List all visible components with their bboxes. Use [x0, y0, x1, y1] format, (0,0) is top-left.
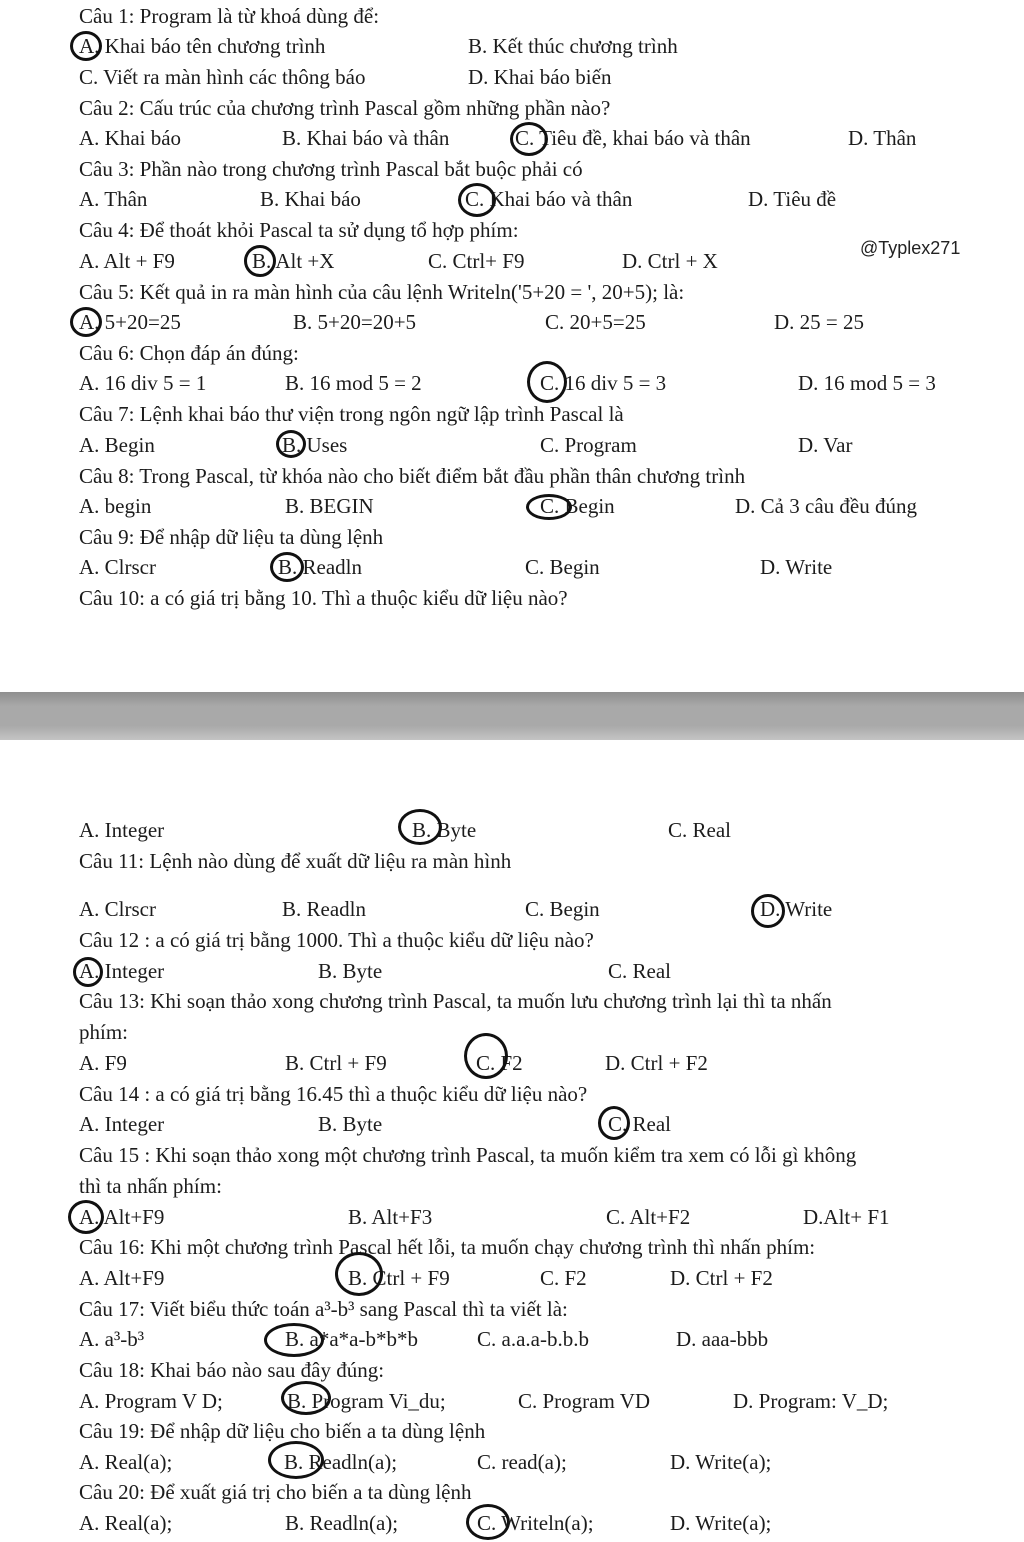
- q2-option-b: B. Khai báo và thân: [282, 126, 450, 150]
- question-19: Câu 19: Để nhập dữ liệu cho biến a ta dùng lệnh: [79, 1419, 486, 1443]
- q14-option-a: A. Integer: [79, 1112, 165, 1136]
- q13-option-a: A. F9: [79, 1051, 127, 1075]
- q12-option-b: B. Byte: [318, 959, 383, 983]
- question-14: Câu 14 : a có giá trị bằng 16.45 thì a thuộc kiểu dữ liệu nào?: [79, 1082, 588, 1106]
- q14-option-b: B. Byte: [318, 1112, 383, 1136]
- question-20: Câu 20: Để xuất giá trị cho biến a ta dùng lệnh: [79, 1480, 472, 1504]
- q1-option-b: B. Kết thúc chương trình: [468, 34, 678, 58]
- q4-option-b: B. Alt +X: [252, 249, 335, 273]
- q7-option-c: C. Program: [540, 433, 637, 457]
- page-top: [0, 0, 1024, 692]
- q8-option-b: B. BEGIN: [285, 494, 374, 518]
- q9-option-a: A. Clrscr: [79, 555, 156, 579]
- q18-option-b: B. Program Vi_du;: [287, 1389, 446, 1413]
- page-break-gap: [0, 692, 1024, 740]
- question-7: Câu 7: Lệnh khai báo thư viện trong ngôn ngữ lập trình Pascal là: [79, 402, 624, 426]
- q15-option-a: A. Alt+F9: [79, 1205, 165, 1229]
- q10-option-b: B. Byte: [412, 818, 477, 842]
- q16-option-c: C. F2: [540, 1266, 587, 1290]
- question-9: Câu 9: Để nhập dữ liệu ta dùng lệnh: [79, 525, 384, 549]
- q12-option-a: A. Integer: [79, 959, 165, 983]
- q2-option-d: D. Thân: [848, 126, 917, 150]
- q3-option-b: B. Khai báo: [260, 187, 361, 211]
- q18-option-d: D. Program: V_D;: [733, 1389, 889, 1413]
- question-12: Câu 12 : a có giá trị bằng 1000. Thì a thuộc kiểu dữ liệu nào?: [79, 928, 594, 952]
- question-13: Câu 13: Khi soạn thảo xong chương trình Pascal, ta muốn lưu chương trình lại thì ta nhấn: [79, 989, 832, 1013]
- q20-option-c: C. Writeln(a);: [477, 1511, 594, 1535]
- q20-option-a: A. Real(a);: [79, 1511, 173, 1535]
- q16-option-b: B. Ctrl + F9: [348, 1266, 450, 1290]
- q18-option-a: A. Program V D;: [79, 1389, 223, 1413]
- q16-option-d: D. Ctrl + F2: [670, 1266, 773, 1290]
- q19-option-a: A. Real(a);: [79, 1450, 173, 1474]
- question-4: Câu 4: Để thoát khỏi Pascal ta sử dụng tổ hợp phím:: [79, 218, 519, 242]
- q19-option-c: C. read(a);: [477, 1450, 567, 1474]
- q17-option-c: C. a.a.a-b.b.b: [477, 1327, 589, 1351]
- q17-option-b: B. a*a*a-b*b*b: [285, 1327, 418, 1351]
- question-2: Câu 2: Cấu trúc của chương trình Pascal gồm những phần nào?: [79, 96, 611, 120]
- q6-option-c: C. 16 div 5 = 3: [540, 371, 667, 395]
- q13-option-c: C. F2: [476, 1051, 523, 1075]
- question-6: Câu 6: Chọn đáp án đúng:: [79, 341, 299, 365]
- q8-option-a: A. begin: [79, 494, 152, 518]
- q19-option-d: D. Write(a);: [670, 1450, 772, 1474]
- q9-option-d: D. Write: [760, 555, 833, 579]
- q11-option-d: D. Write: [760, 897, 833, 921]
- q8-option-c: C. Begin: [540, 494, 615, 518]
- q5-option-c: C. 20+5=25: [545, 310, 646, 334]
- q6-option-d: D. 16 mod 5 = 3: [798, 371, 936, 395]
- q7-option-b: B. Uses: [282, 433, 348, 457]
- question-15-cont: thì ta nhấn phím:: [79, 1174, 222, 1198]
- q6-option-a: A. 16 div 5 = 1: [79, 371, 207, 395]
- q1-option-c: C. Viết ra màn hình các thông báo: [79, 65, 366, 89]
- question-3: Câu 3: Phần nào trong chương trình Pascal bắt buộc phải có: [79, 157, 583, 181]
- q17-option-a: A. a³-b³: [79, 1327, 145, 1351]
- q12-option-c: C. Real: [608, 959, 671, 983]
- q11-option-a: A. Clrscr: [79, 897, 156, 921]
- question-8: Câu 8: Trong Pascal, từ khóa nào cho biết điểm bắt đầu phần thân chương trình: [79, 464, 746, 488]
- q4-option-a: A. Alt + F9: [79, 249, 175, 273]
- q20-option-d: D. Write(a);: [670, 1511, 772, 1535]
- q3-option-a: A. Thân: [79, 187, 148, 211]
- q16-option-a: A. Alt+F9: [79, 1266, 165, 1290]
- q15-option-b: B. Alt+F3: [348, 1205, 433, 1229]
- q5-option-a: A. 5+20=25: [79, 310, 181, 334]
- q5-option-d: D. 25 = 25: [774, 310, 865, 334]
- q9-option-b: B. Readln: [278, 555, 362, 579]
- q18-option-c: C. Program VD: [518, 1389, 651, 1413]
- q2-option-a: A. Khai báo: [79, 126, 182, 150]
- question-5: Câu 5: Kết quả in ra màn hình của câu lệnh Writeln('5+20 = ', 20+5); là:: [79, 280, 685, 304]
- q1-option-a: A. Khai báo tên chương trình: [79, 34, 326, 58]
- q1-option-d: D. Khai báo biến: [468, 65, 612, 89]
- question-1: Câu 1: Program là từ khoá dùng để:: [79, 4, 380, 28]
- q15-option-c: C. Alt+F2: [606, 1205, 691, 1229]
- q3-option-d: D. Tiêu đề: [748, 187, 837, 211]
- q7-option-d: D. Var: [798, 433, 853, 457]
- question-17: Câu 17: Viết biểu thức toán a³-b³ sang Pascal thì ta viết là:: [79, 1297, 568, 1321]
- q13-option-b: B. Ctrl + F9: [285, 1051, 387, 1075]
- question-10: Câu 10: a có giá trị bằng 10. Thì a thuộc kiểu dữ liệu nào?: [79, 586, 568, 610]
- q19-option-b: B. Readln(a);: [284, 1450, 398, 1474]
- q5-option-b: B. 5+20=20+5: [293, 310, 417, 334]
- q4-option-c: C. Ctrl+ F9: [428, 249, 525, 273]
- q11-option-b: B. Readln: [282, 897, 366, 921]
- q7-option-a: A. Begin: [79, 433, 155, 457]
- q17-option-d: D. aaa-bbb: [676, 1327, 769, 1351]
- q6-option-b: B. 16 mod 5 = 2: [285, 371, 422, 395]
- question-18: Câu 18: Khai báo nào sau đây đúng:: [79, 1358, 385, 1382]
- q8-option-d: D. Cả 3 câu đều đúng: [735, 494, 917, 518]
- watermark: @Typlex271: [860, 238, 961, 258]
- q4-option-d: D. Ctrl + X: [622, 249, 718, 273]
- q9-option-c: C. Begin: [525, 555, 600, 579]
- question-16: Câu 16: Khi một chương trình Pascal hết lỗi, ta muốn chạy chương trình thì nhấn phím:: [79, 1235, 816, 1259]
- q10-option-c: C. Real: [668, 818, 731, 842]
- question-15: Câu 15 : Khi soạn thảo xong một chương trình Pascal, ta muốn kiểm tra xem có lỗi gì không: [79, 1143, 857, 1167]
- q3-option-c: C. Khai báo và thân: [465, 187, 633, 211]
- q15-option-d: D.Alt+ F1: [803, 1205, 890, 1229]
- q14-option-c: C. Real: [608, 1112, 671, 1136]
- q20-option-b: B. Readln(a);: [285, 1511, 399, 1535]
- q11-option-c: C. Begin: [525, 897, 600, 921]
- question-11: Câu 11: Lệnh nào dùng để xuất dữ liệu ra màn hình: [79, 849, 512, 873]
- page-bottom: [0, 740, 1024, 1542]
- q2-option-c: C. Tiêu đề, khai báo và thân: [515, 126, 751, 150]
- q10-option-a: A. Integer: [79, 818, 165, 842]
- q13-option-d: D. Ctrl + F2: [605, 1051, 708, 1075]
- question-13-cont: phím:: [79, 1020, 129, 1044]
